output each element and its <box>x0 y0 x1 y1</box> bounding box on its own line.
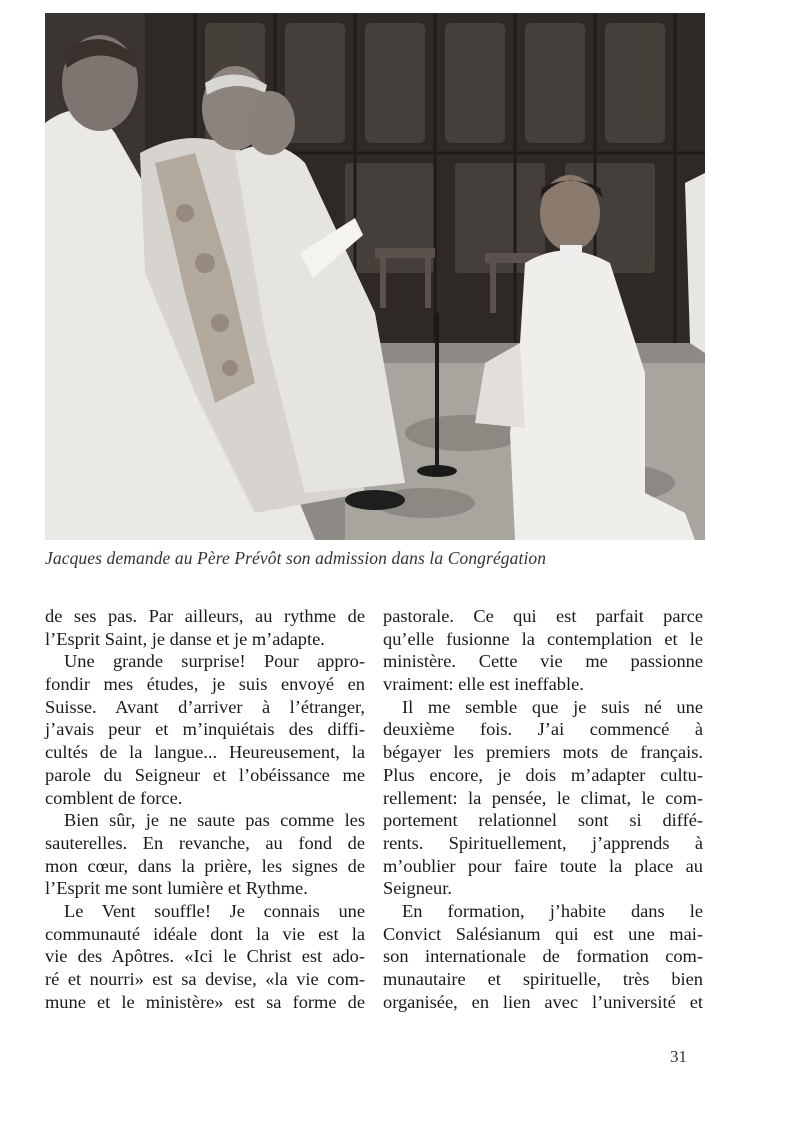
photo-caption: Jacques demande au Père Prévôt son admission dans la Congrégation <box>45 548 547 568</box>
text-line: rents. Spirituellement, j’apprends à <box>383 832 703 853</box>
text-line: mon cœur, dans la prière, les signes de <box>45 855 365 876</box>
text-line: Suisse. Avant d’arriver à l’étranger, <box>45 696 365 717</box>
page-number: 31 <box>670 1047 687 1066</box>
text-line: vie des Apôtres. «Ici le Christ est ado- <box>45 946 365 967</box>
text-column-right <box>383 605 703 1013</box>
text-line: mune et le ministère» est sa forme de <box>45 991 365 1012</box>
text-line: Plus encore, je dois m’adapter cultu- <box>383 764 703 785</box>
text-line: bégayer les premiers mots de français. <box>383 742 703 763</box>
text-line: ré et nourri» est sa devise, «la vie com- <box>45 969 365 989</box>
text-line: m’oublier pour faire toute la place au <box>383 855 703 876</box>
text-line: Bien sûr, je ne saute pas comme les <box>64 810 365 831</box>
text-line: organisée, en lien avec l’université et <box>383 991 703 1012</box>
text-column-left <box>45 605 365 1013</box>
text-line: comblent de force. <box>45 787 183 808</box>
text-line: ministère. Cette vie me passionne <box>383 651 703 672</box>
photo-illustration <box>45 13 705 540</box>
text-line: portement relationnel sont si diffé- <box>383 810 703 831</box>
text-line: munautaire et spirituelle, très bien <box>383 969 703 989</box>
text-line: l’Esprit me sont lumière et Rythme. <box>45 878 308 899</box>
text-line: fondir mes études, je suis envoyé en <box>45 674 365 695</box>
text-line: qu’elle fusionne la contemplation et le <box>383 628 703 649</box>
text-line: deuxième fois. J’ai commencé à <box>383 719 703 740</box>
text-line: j’avais peur et m’inquiétais des diffi- <box>45 719 365 740</box>
text-line: communauté idéale dont la vie est la <box>45 923 365 944</box>
text-line: l’Esprit Saint, je danse et je m’adapte. <box>45 628 325 649</box>
text-line: sauterelles. En revanche, au fond de <box>45 832 365 853</box>
text-line: rellement: la pensée, le climat, le com- <box>383 787 703 808</box>
text-line: Seigneur. <box>383 878 452 899</box>
text-line: vraiment: elle est ineffable. <box>383 674 584 695</box>
text-line: Le Vent souffle! Je connais une <box>64 900 365 921</box>
text-line: Une grande surprise! Pour appro- <box>64 651 365 672</box>
text-line: Convict Salésianum qui est une mai- <box>383 923 703 944</box>
text-line: cultés de la langue... Heureusement, la <box>45 742 365 763</box>
text-line: En formation, j’habite dans le <box>402 900 703 921</box>
text-line: Il me semble que je suis né une <box>402 696 703 717</box>
text-line: parole du Seigneur et l’obéissance me <box>45 764 365 785</box>
text-line: pastorale. Ce qui est parfait parce <box>383 606 703 626</box>
text-line: son internationale de formation com- <box>383 946 703 967</box>
text-line: de ses pas. Par ailleurs, au rythme de <box>45 606 365 626</box>
photo-ceremony <box>45 13 705 540</box>
